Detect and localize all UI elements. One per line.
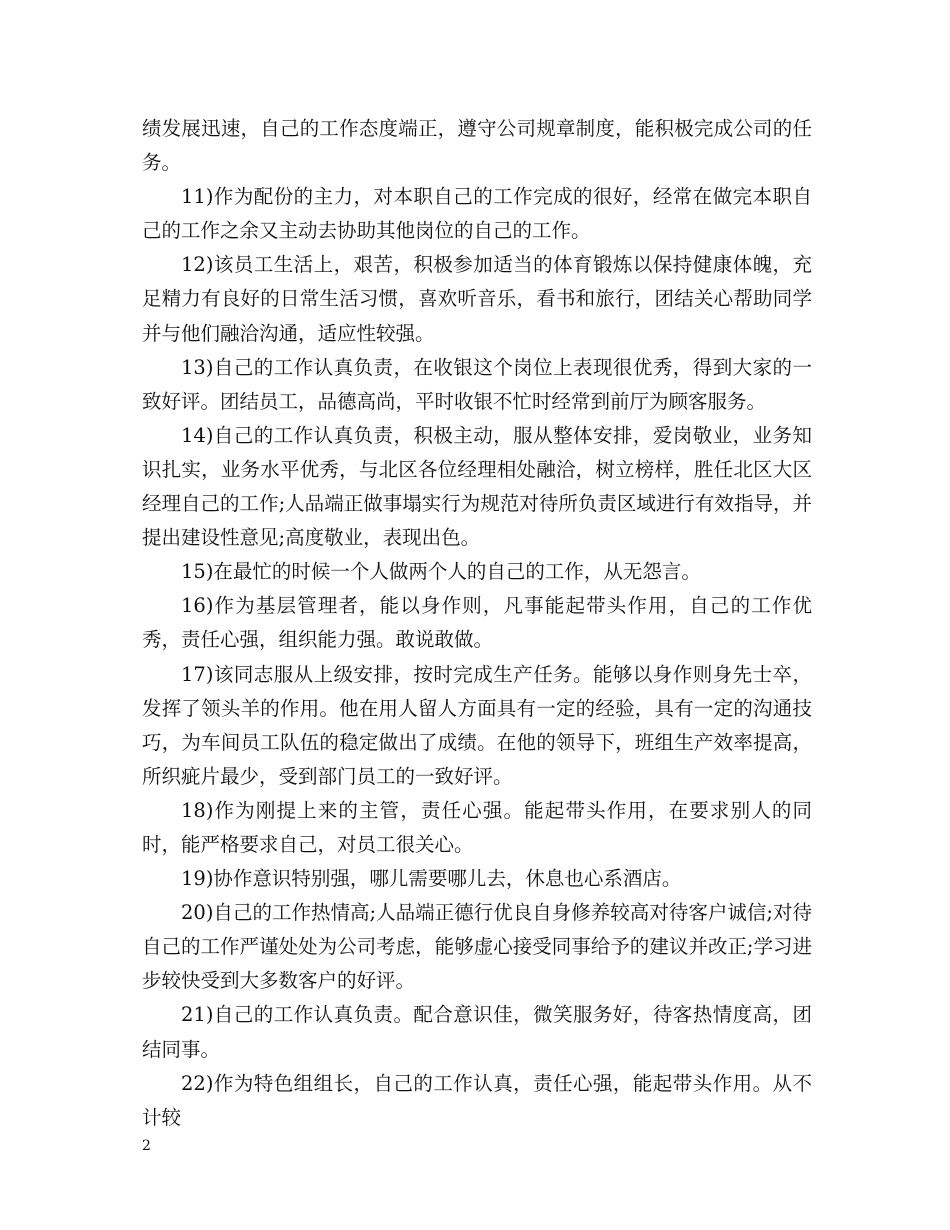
paragraph-item-17: 17)该同志服从上级安排，按时完成生产任务。能够以身作则身先士卒，发挥了领头羊的作用。他在用人留人方面具有一定的经验，具有一定的沟通技巧，为车间员工队伍的稳定做出了成绩。在他的领导下，班组生产效率提高，所织疵片最少，受到部门员工的一致好评。 bbox=[142, 662, 812, 788]
paragraph-item-13: 13)自己的工作认真负责，在收银这个岗位上表现很优秀，得到大家的一致好评。团结员工，品德高尚，平时收银不忙时经常到前厅为顾客服务。 bbox=[142, 355, 812, 413]
paragraph-item-21: 21)自己的工作认真负责。配合意识佳，微笑服务好，待客热情度高，团结同事。 bbox=[142, 1003, 812, 1061]
paragraph-continuation: 绩发展迅速，自己的工作态度端正，遵守公司规章制度，能积极完成公司的任务。 bbox=[142, 117, 812, 175]
paragraph-item-15: 15)在最忙的时候一个人做两个人的自己的工作，从无怨言。 bbox=[181, 560, 701, 584]
paragraph-item-20: 20)自己的工作热情高;人品端正德行优良自身修养较高对待客户诚信;对待自己的工作严谨处处为公司考虑，能够虚心接受同事给予的建议并改正;学习进步较快受到大多数客户的好评。 bbox=[142, 901, 812, 993]
paragraph-item-11: 11)作为配份的主力，对本职自己的工作完成的很好，经常在做完本职自己的工作之余又主动去协助其他岗位的自己的工作。 bbox=[142, 185, 812, 243]
paragraph-item-12: 12)该员工生活上，艰苦，积极参加适当的体育锻炼以保持健康体魄，充足精力有良好的日常生活习惯，喜欢听音乐，看书和旅行，团结关心帮助同学并与他们融洽沟通，适应性较强。 bbox=[142, 253, 812, 345]
document-body bbox=[142, 112, 812, 1135]
paragraph-item-14: 14)自己的工作认真负责，积极主动，服从整体安排，爱岗敬业，业务知识扎实，业务水平优秀，与北区各位经理相处融洽，树立榜样，胜任北区大区经理自己的工作;人品端正做事塌实行为规范对待所负责区域进行有效指导，并提出建设性意见;高度敬业，表现出色。 bbox=[142, 423, 812, 550]
paragraph-item-16: 16)作为基层管理者，能以身作则，凡事能起带头作用，自己的工作优秀，责任心强，组织能力强。敢说敢做。 bbox=[142, 594, 812, 652]
page-number: 2 bbox=[142, 1138, 151, 1154]
paragraph-item-18: 18)作为刚提上来的主管，责任心强。能起带头作用，在要求别人的同时，能严格要求自己，对员工很关心。 bbox=[142, 798, 812, 856]
paragraph-item-19: 19)协作意识特别强，哪儿需要哪儿去，休息也心系酒店。 bbox=[181, 867, 682, 891]
paragraph-item-22: 22)作为特色组组长，自己的工作认真，责任心强，能起带头作用。从不计较 bbox=[142, 1071, 812, 1129]
